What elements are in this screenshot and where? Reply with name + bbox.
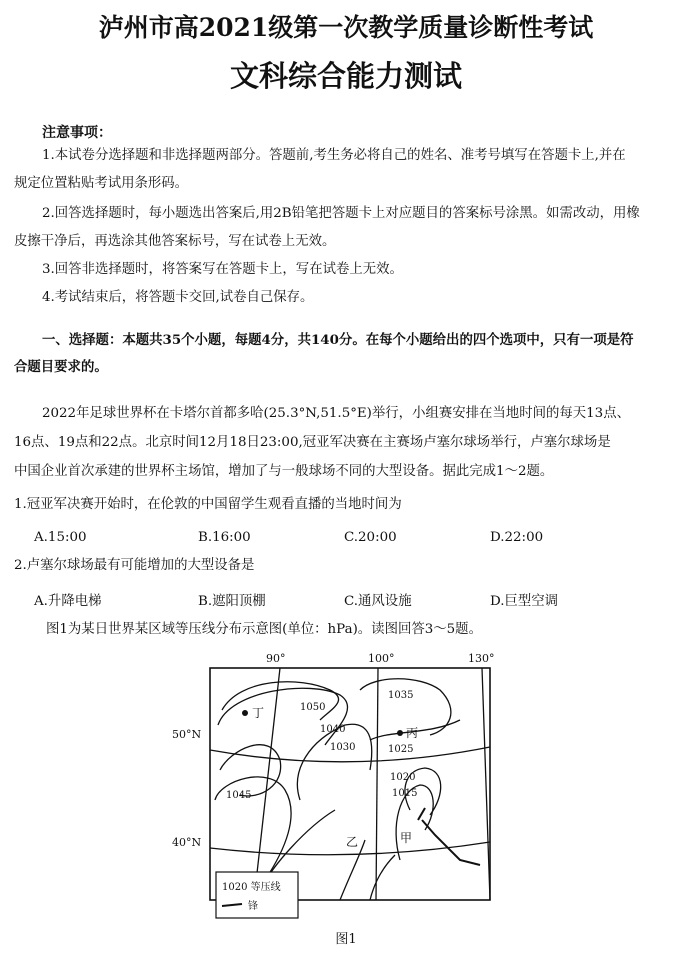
place-label-jia: 甲 [400, 831, 413, 845]
front-line-branch [418, 808, 425, 820]
map-frame [210, 668, 490, 900]
question-1-stem: 1.冠亚军决赛开始时，在伦敦的中国留学生观看直播的当地时间为 [14, 497, 402, 512]
place-label-yi: 乙 [346, 835, 359, 849]
q1-option-c: C.20:00 [344, 530, 397, 545]
isobar-map-figure [160, 650, 530, 922]
lon-label-130: 130° [468, 652, 495, 665]
isobar-label-1030: 1030 [330, 742, 356, 753]
passage-line-2: 16点、19点和22点。北京时间12月18日23:00,冠亚军决赛在主赛场卢塞尔球场举行，卢塞尔球场是 [14, 435, 611, 450]
isobar-label-1050: 1050 [300, 702, 326, 713]
front-line [422, 820, 480, 865]
isobar-1050 [222, 682, 339, 720]
place-label-bing: 丙 [406, 726, 419, 740]
q1-option-b: B.16:00 [198, 530, 251, 545]
isobar-outer-3 [340, 840, 365, 900]
lat-label-40: 40°N [172, 836, 202, 849]
q1-option-d: D.22:00 [490, 530, 544, 545]
q2-option-a: A.升降电梯 [34, 594, 102, 609]
passage-line-3: 中国企业首次承建的世界杯主场馆，增加了与一般球场不同的大型设备。据此完成1～2题。 [14, 464, 554, 479]
q2-option-c: C.通风设施 [344, 594, 412, 609]
question-2-options [0, 590, 692, 610]
legend-isobar-label: 1020 等压线 [222, 882, 281, 893]
passage-line-1: 2022年足球世界杯在卡塔尔首都多哈(25.3°N,51.5°E)举行，小组赛安排在当地时间的每天13点、 [42, 406, 630, 421]
question-1-options [0, 530, 692, 550]
lat-label-50: 50°N [172, 728, 202, 741]
legend-front-label: 锋 [248, 901, 258, 912]
lon-label-100: 100° [368, 652, 395, 665]
section-heading-line-1: 一、选择题：本题共35个小题，每题4分，共140分。在每个小题给出的四个选项中，只有一项是符 [42, 332, 634, 348]
isobar-label-1015: 1015 [392, 788, 418, 799]
isobar-label-1040: 1040 [320, 724, 346, 735]
notice-item-2-line-2: 皮擦干净后，再选涂其他答案标号，写在试卷上无效。 [14, 234, 336, 249]
point-ding [242, 710, 248, 716]
notice-item-1-line-2: 规定位置粘贴考试用条形码。 [14, 176, 189, 191]
lon-line-100 [376, 668, 378, 900]
q2-option-b: B.遮阳顶棚 [198, 594, 266, 609]
figure-intro: 图1为某日世界某区域等压线分布示意图(单位：hPa)。读图回答3～5题。 [46, 622, 482, 637]
exam-subtitle: 文科综合能力测试 [229, 59, 462, 93]
notice-item-3: 3.回答非选择题时，将答案写在答题卡上，写在试卷上无效。 [42, 262, 403, 277]
section-heading-line-2: 合题目要求的。 [14, 359, 108, 375]
notice-item-1-line-1: 1.本试卷分选择题和非选择题两部分。答题前,考生务必将自己的姓名、准考号填写在答题卡上,并在 [42, 148, 626, 163]
notice-heading: 注意事项： [42, 125, 112, 141]
notice-item-2-line-1: 2.回答选择题时，每小题选出答案后,用2B铅笔把答题卡上对应题目的答案标号涂黑。如需改动，用橡 [42, 206, 640, 221]
exam-title: 泸州市高2021级第一次教学质量诊断性考试 [98, 13, 594, 42]
isobar-label-1035: 1035 [388, 690, 414, 701]
figure-caption: 图1 [335, 932, 357, 947]
notice-item-4: 4.考试结束后，将答题卡交回,试卷自己保存。 [42, 290, 314, 305]
isobar-label-1025: 1025 [388, 744, 414, 755]
q2-option-d: D.巨型空调 [490, 594, 559, 609]
isobar-label-1020: 1020 [390, 772, 416, 783]
isobar-outer-4 [370, 855, 395, 900]
q1-option-a: A.15:00 [34, 530, 87, 545]
lon-line-130 [482, 668, 490, 900]
place-label-ding: 丁 [252, 706, 265, 720]
isobar-label-1045: 1045 [226, 790, 252, 801]
lon-label-90: 90° [266, 652, 286, 665]
question-2-stem: 2.卢塞尔球场最有可能增加的大型设备是 [14, 558, 255, 573]
isobar-1045 [220, 745, 281, 796]
map-legend [216, 872, 298, 918]
point-bing [397, 730, 403, 736]
isobar-1040 [218, 688, 348, 745]
